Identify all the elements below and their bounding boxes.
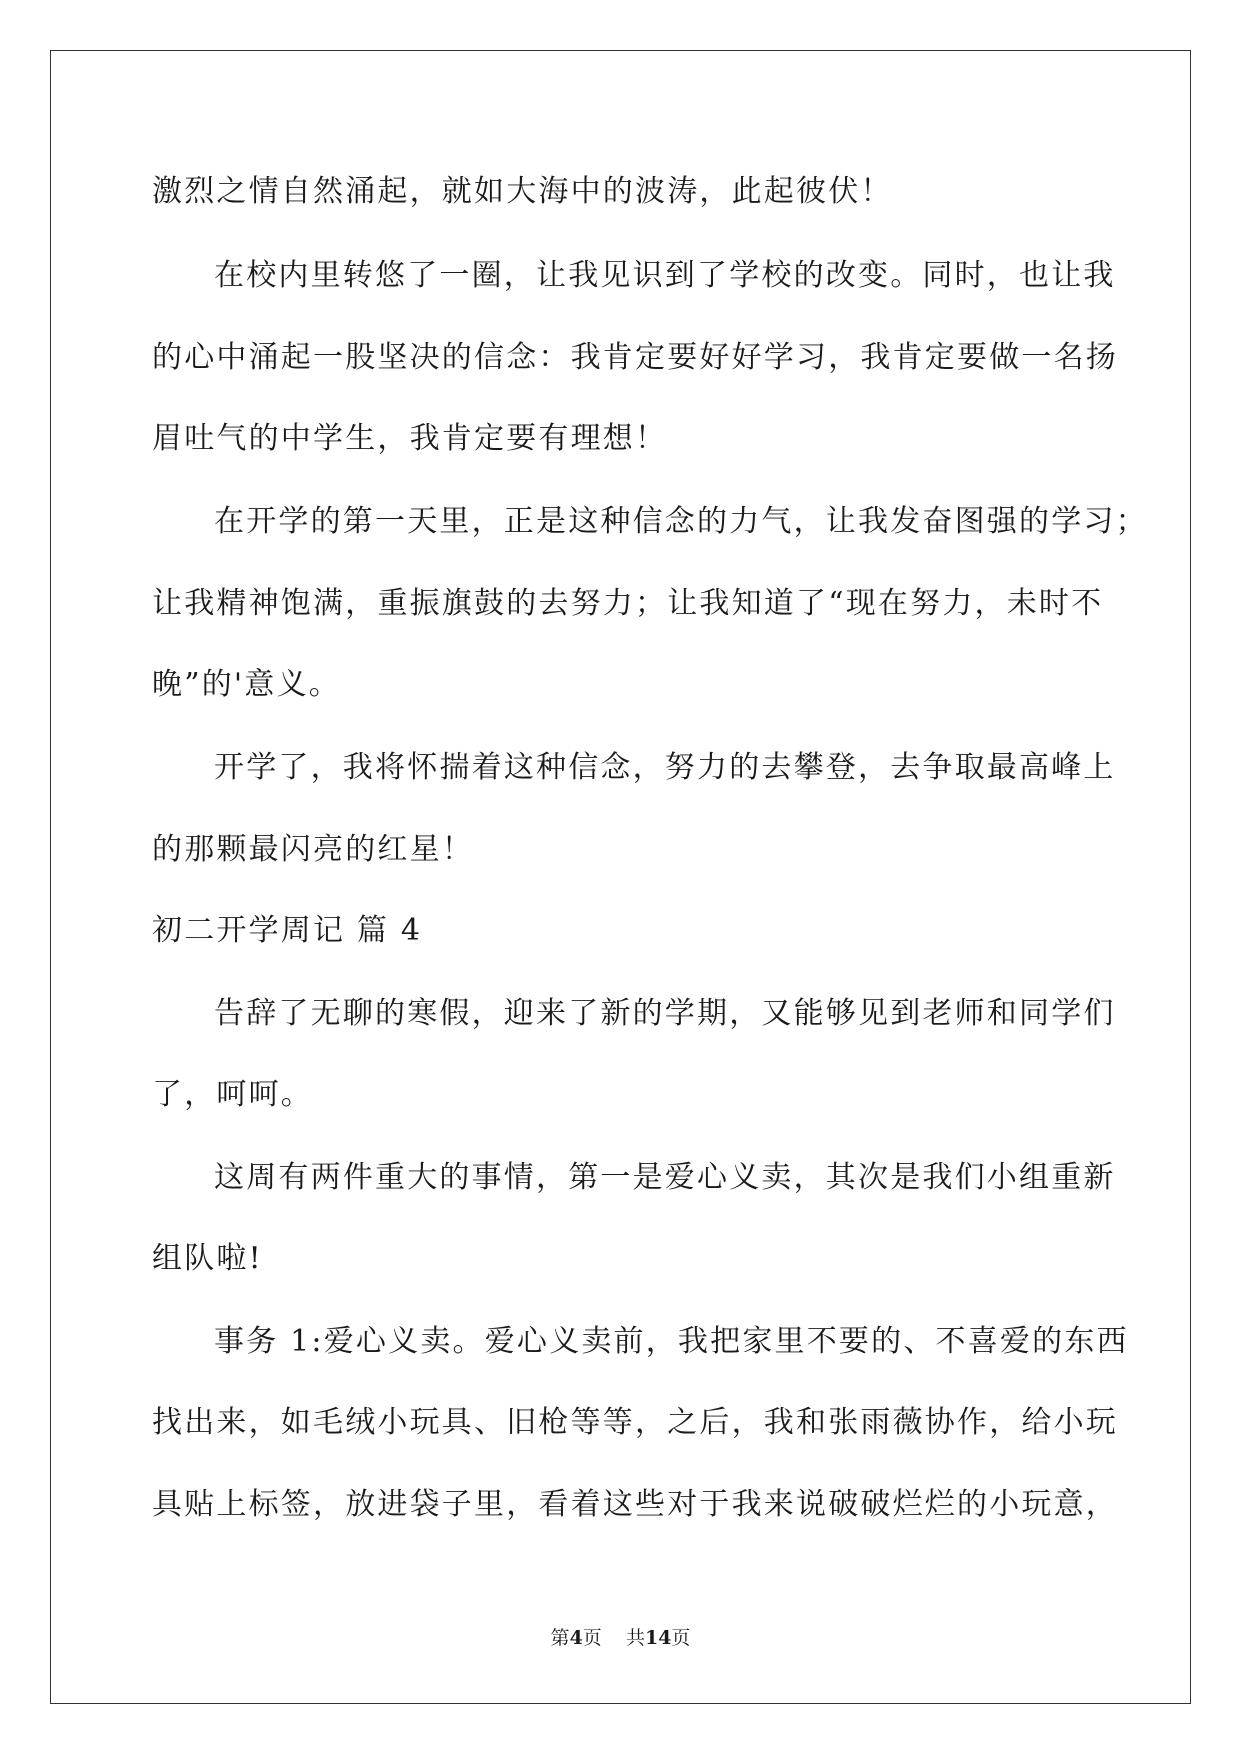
text-line: 激烈之情自然涌起，就如大海中的波涛，此起彼伏！ [152, 174, 893, 209]
section-heading: 初二开学周记 篇 4 [152, 913, 423, 948]
paragraph-start: 在校内里转悠了一圈，让我见识到了学校的改变。同时，也让我 [214, 258, 1116, 293]
paragraph-start: 告辞了无聊的寒假，迎来了新的学期，又能够见到老师和同学们 [214, 996, 1116, 1031]
page-number-footer [0, 1626, 1241, 1650]
page-total: 14 [644, 1627, 672, 1649]
text-line: 找出来，如毛绒小玩具、旧枪等等，之后，我和张雨薇协作，给小玩 [152, 1405, 1118, 1440]
paragraph-start: 事务 1:爱心义卖。爱心义卖前，我把家里不要的、不喜爱的东西 [214, 1324, 1129, 1359]
text-line: 了，呵呵。 [152, 1077, 313, 1112]
paragraph-start: 开学了，我将怀揣着这种信念，努力的去攀登，去争取最高峰上 [214, 750, 1116, 785]
text-line: 晚”的'意义。 [152, 667, 341, 702]
text-line: 让我精神饱满，重振旗鼓的去努力；让我知道了“现在努力，未时不 [152, 586, 1104, 621]
page-prefix: 第 [550, 1627, 570, 1649]
paragraph-start: 在开学的第一天里，正是这种信念的力气，让我发奋图强的学习； [214, 504, 1148, 539]
text-line: 眉吐气的中学生，我肯定要有理想！ [152, 421, 668, 456]
text-line: 组队啦! [152, 1241, 263, 1276]
text-line: 具贴上标签，放进袋子里，看着这些对于我来说破破烂烂的小玩意， [152, 1487, 1118, 1522]
page-border [50, 50, 1191, 1704]
paragraph-start: 这周有两件重大的事情，第一是爱心义卖，其次是我们小组重新 [214, 1160, 1116, 1195]
text-line: 的那颗最闪亮的红星！ [152, 832, 474, 867]
page-suffix: 页 [671, 1627, 691, 1649]
page-mid: 页 共 [582, 1627, 645, 1649]
page-current: 4 [569, 1627, 583, 1649]
text-line: 的心中涌起一股坚决的信念：我肯定要好好学习，我肯定要做一名扬 [152, 340, 1118, 375]
